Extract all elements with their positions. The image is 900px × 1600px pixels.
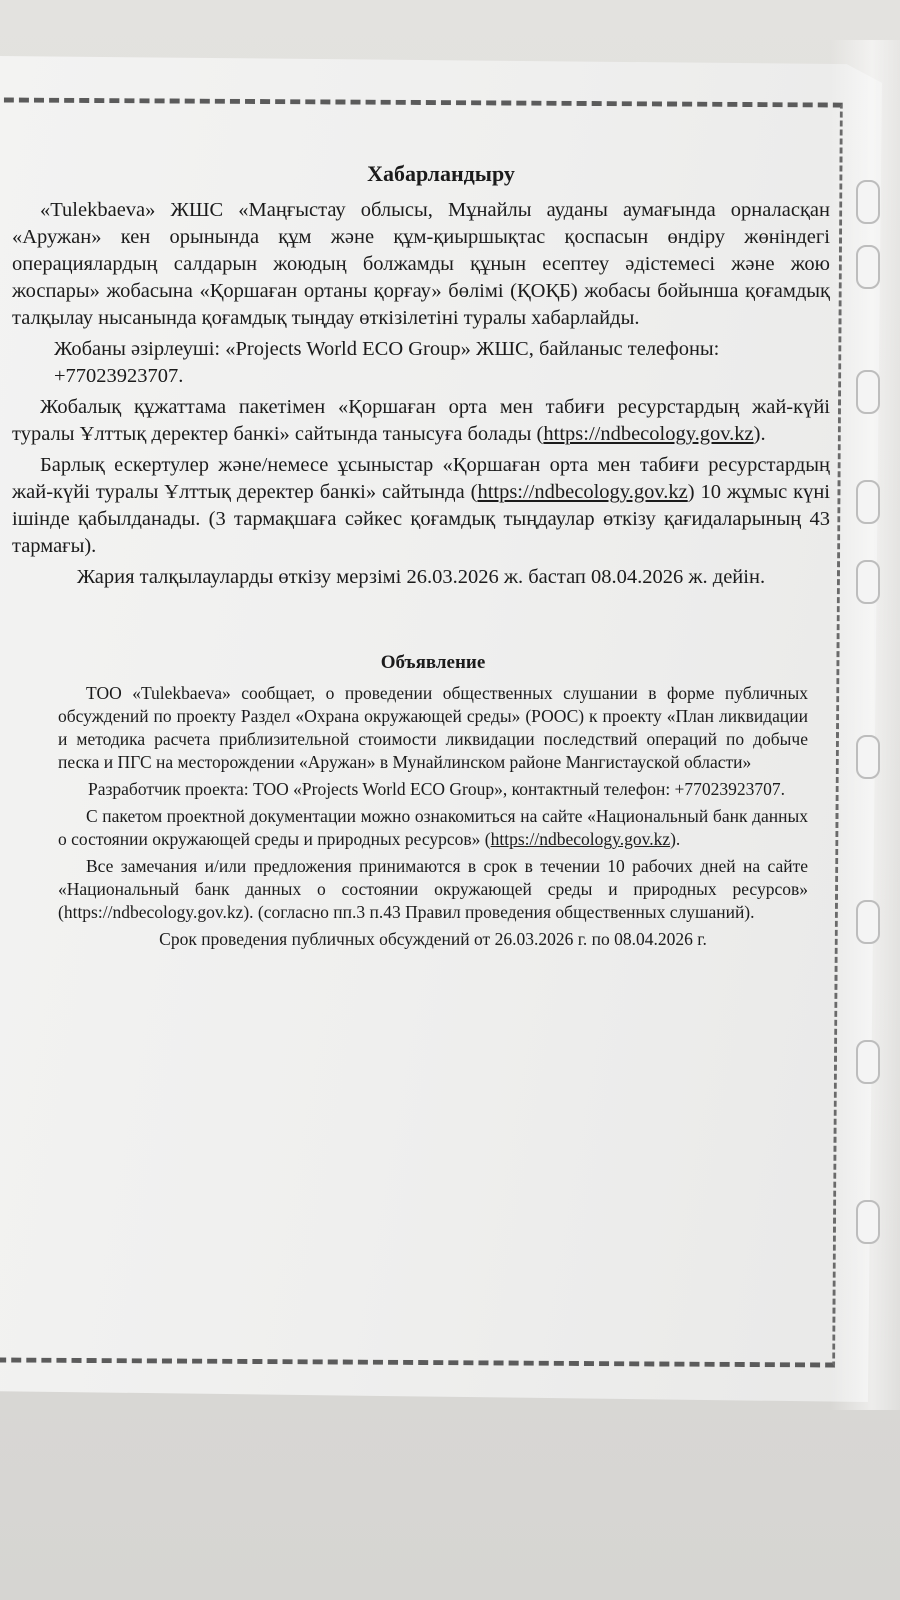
kazakh-developer-line: Жобаны әзірлеуші: «Projects World ECO Group» ЖШС, байланыс телефоны: [54,338,720,360]
kazakh-docs-link[interactable]: https://ndbecology.gov.kz [543,423,754,445]
russian-docs-end: ). [670,829,681,849]
russian-developer-line: Разработчик проекта: ТОО «Projects World ECO Group», контактный телефон: +77023923707. [88,779,786,799]
notice-content [12,160,830,955]
russian-paragraph-comments: Все замечания и/или предложения принимаются в срок в течении 10 рабочих дней на сайте «Национальный банк данных о состоянии окружающей среды и природных ресурсов» (https://ndbecology.gov.kz). (согласно пп.3 п.43 Правил проведения общественных слушаний). [58,856,808,922]
punch-hole [856,1040,880,1084]
russian-announcement [58,651,808,951]
punch-hole [856,245,880,289]
punch-hole [856,560,880,604]
punch-hole [856,900,880,944]
kazakh-docs-text: Жобалық құжаттама пакетімен «Қоршаған орта мен табиғи ресурстардың жай-күйі туралы Ұлттық деректер банкі» сайтында танысуға болады ( [12,396,830,445]
russian-paragraph-docs [58,805,808,851]
kazakh-phone: +77023923707. [54,365,184,387]
kazakh-docs-end: ). [753,423,766,445]
kazakh-paragraph-comments [12,452,830,560]
punch-hole [856,1200,880,1244]
russian-docs-text: С пакетом проектной документации можно ознакомиться на сайте «Национальный банк данных о состоянии окружающей среды и природных ресурсов» ( [58,806,808,849]
kazakh-title: Хабарландыру [367,161,515,186]
kazakh-paragraph-intro: «Tulekbaeva» ЖШС «Маңғыстау облысы, Мұнайлы ауданы аумағында орналасқан «Аружан» кен орынында құм және құм-қиыршықтас қоспасын өндіру жөніндегі операциялардың салдарын жоюдың болжамды құнын есептеу әдістемесі және жою жоспары» жобасына «Қоршаған ортаны қорғау» бөлімі (ҚОҚБ) жобасы бойынша қоғамдық талқылау нысанында қоғамдық тыңдау өткізілетіні туралы хабарлайды. [12,199,830,329]
kazakh-comments-end: ) 10 жұмыс күні ішінде қабылданады. (3 тармақшаға сәйкес қоғамдық тыңдаулар өткізу қағидаларының 43 тармағы). [12,481,830,557]
russian-docs-link[interactable]: https://ndbecology.gov.kz [490,829,671,849]
russian-paragraph-intro: ТОО «Tulekbaeva» сообщает, о проведении общественных слушании в форме публичных обсуждений по проекту Раздел «Охрана окружающей среды» (РООС) к проекту «План ликвидации и методика расчета приблизительной стоимости ликвидации последствий операций по добыче песка и ПГС на месторождении «Аружан» в Мунайлинском районе Мангистауской области» [58,683,808,772]
kazakh-comments-text: Барлық ескертулер және/немесе ұсыныстар «Қоршаған орта мен табиғи ресурстардың жай-күйі туралы Ұлттық деректер банкі» сайтында ( [12,454,830,503]
punch-hole [856,480,880,524]
punch-hole [856,180,880,224]
kazakh-period: Жария талқылауларды өткізу мерзімі 26.03.2026 ж. бастап 08.04.2026 ж. дейін. [76,566,766,588]
kazakh-paragraph-docs [12,394,830,448]
punch-hole [856,370,880,414]
punch-hole [856,735,880,779]
russian-title: Объявление [380,652,486,673]
kazakh-comments-link[interactable]: https://ndbecology.gov.kz [477,481,688,503]
russian-period: Срок проведения публичных обсуждений от 26.03.2026 г. по 08.04.2026 г. [159,929,707,949]
kazakh-announcement [12,160,830,591]
